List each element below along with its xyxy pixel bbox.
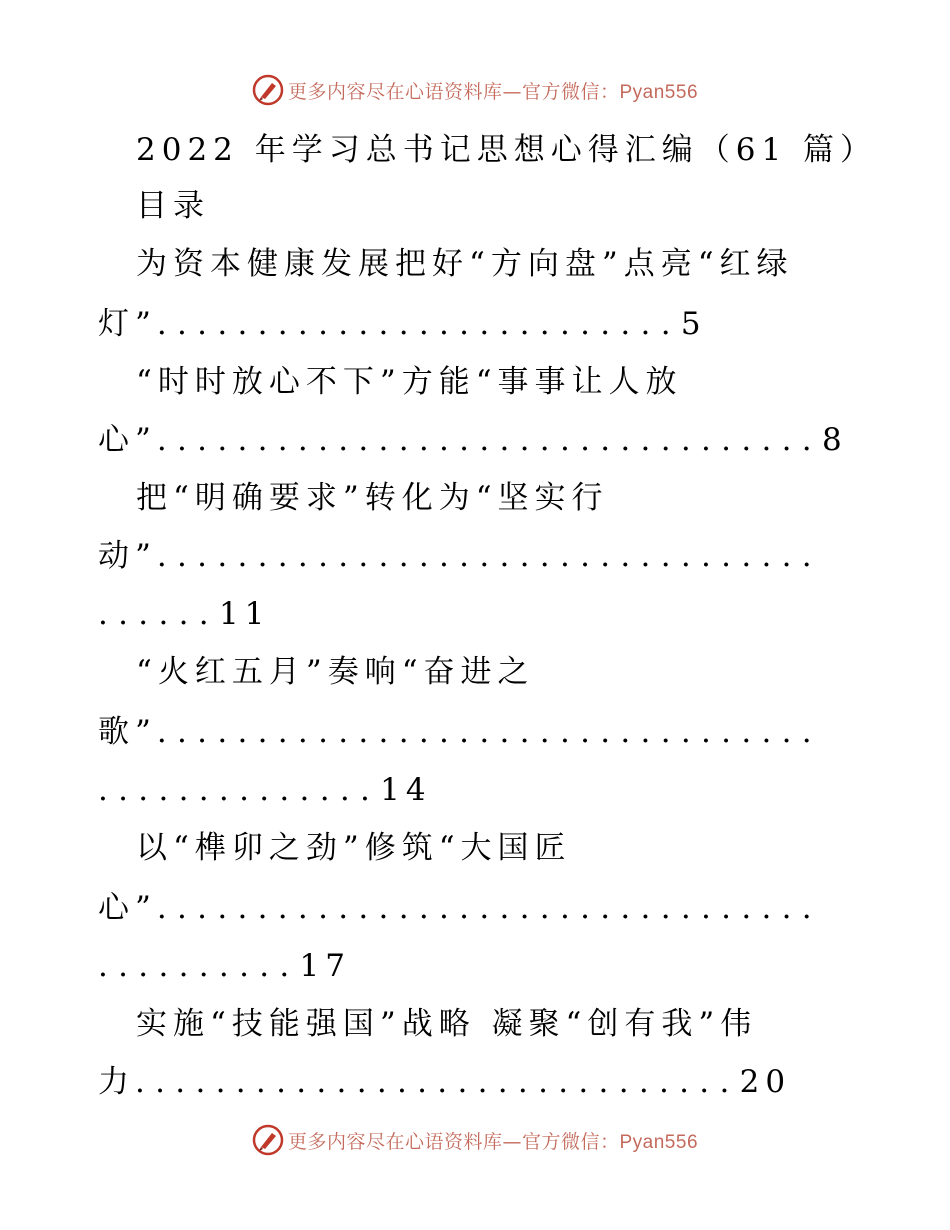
toc-entry-leader[interactable] [98,888,822,928]
toc-entry-tail: 灯” [98,306,157,342]
watermark-brand: 更多内容尽在心语资料库 [287,1130,503,1153]
toc-entry-tail: 心” [98,422,157,458]
toc-entry-leader[interactable] [98,420,848,460]
dot-leader: ................................. [156,714,822,750]
watermark-dash: — [502,1130,522,1153]
document-title: 2022 年学习总书记思想心得汇编（61 篇） [136,132,878,168]
watermark-text [288,1127,698,1154]
toc-entry-leader-cont[interactable] [98,594,270,634]
pen-logo-icon [252,74,284,106]
toc-page-number: 5 [680,306,707,342]
pen-logo-icon [252,1124,284,1156]
toc-entry-title[interactable]: “时时放心不下”方能“事事让人放 [136,364,683,400]
watermark-account: Pyan556 [619,1131,699,1153]
watermark-account: Pyan556 [619,81,699,103]
watermark-text [288,77,698,104]
toc-entry-title[interactable]: 为资本健康发展把好“方向盘”点亮“红绿 [136,246,794,282]
dot-leader: ................................. [156,538,822,574]
watermark-brand: 更多内容尽在心语资料库 [287,80,503,103]
toc-entry-title[interactable]: 实施“技能强国”战略 凝聚“创有我”伟 [136,1006,758,1042]
toc-entry-leader[interactable] [98,1062,791,1102]
dot-leader: ................................. [156,422,822,458]
toc-heading: 目录 [136,188,210,224]
toc-entry-tail: 力 [98,1064,135,1100]
dot-leader: .......... [98,948,300,984]
watermark-label: 官方微信： [521,1130,620,1153]
toc-entry-leader[interactable] [98,304,707,344]
dot-leader: .......................... [156,306,681,342]
watermark-label: 官方微信： [521,80,620,103]
toc-entry-tail: 动” [98,538,157,574]
footer-watermark [0,1120,950,1160]
watermark-dash: — [502,80,522,103]
toc-entry-title[interactable]: 把“明确要求”转化为“坚实行 [136,480,609,516]
dot-leader: ...... [98,596,219,632]
toc-entry-title[interactable]: 以“榫卯之劲”修筑“大国匠 [136,830,572,866]
toc-page-number: 20 [739,1064,792,1100]
toc-entry-title[interactable]: “火红五月”奏响“奋进之 [136,654,535,690]
toc-entry-leader[interactable] [98,712,822,752]
dot-leader: .............. [98,772,381,808]
toc-page-number: 17 [299,948,351,984]
dot-leader: ................................. [156,890,822,926]
toc-page-number: 14 [380,772,432,808]
toc-entry-leader-cont[interactable] [98,770,432,810]
toc-entry-leader[interactable] [98,536,822,576]
toc-page-number: 8 [821,422,848,458]
toc-entry-tail: 心” [98,890,157,926]
toc-entry-tail: 歌” [98,714,157,750]
dot-leader: .............................. [135,1064,740,1100]
toc-entry-leader-cont[interactable] [98,946,351,986]
header-watermark [0,70,950,110]
toc-page-number: 11 [218,596,271,632]
